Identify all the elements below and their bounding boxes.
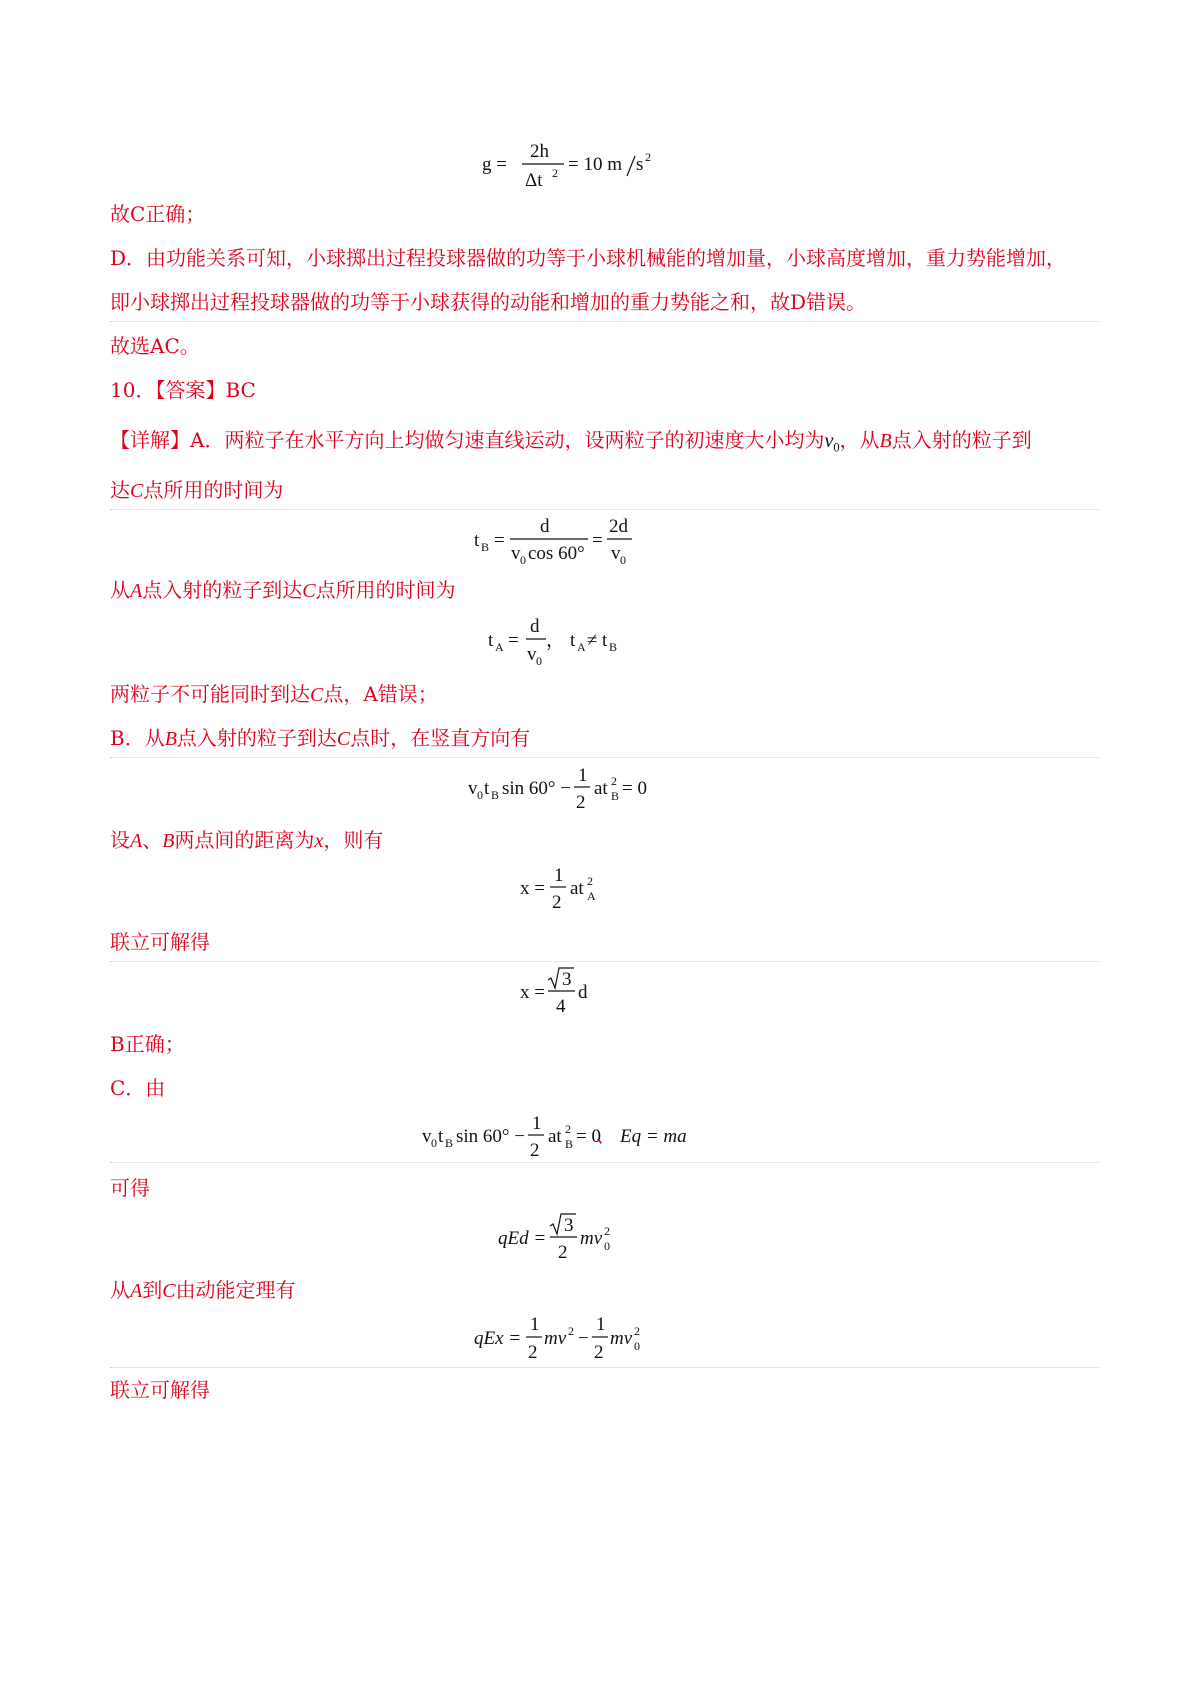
option-b-text: B．从B点入射的粒子到达C点时，在竖直方向有	[110, 726, 531, 750]
formula-text: sin 60° −	[456, 1126, 525, 1147]
formula-text: x =	[520, 878, 545, 899]
formula-text: 2	[568, 1324, 574, 1338]
formula-text: t	[484, 778, 490, 799]
formula-text: 4	[556, 996, 566, 1017]
set-distance-text: 设A、B两点间的距离为x，则有	[110, 828, 384, 852]
formula-text: cos 60°	[528, 543, 585, 564]
question-10-answer: 10．【答案】BC	[110, 378, 256, 402]
formula-gravity	[480, 136, 660, 192]
formula-text: d	[540, 516, 550, 537]
formula-distance	[518, 862, 608, 918]
formula-text: Eq = ma	[620, 1126, 687, 1147]
formula-text: =	[494, 530, 505, 551]
solve-text-2: 联立可解得	[110, 1378, 210, 1402]
detail-a-line-2: 达C点所用的时间为	[110, 478, 284, 502]
formula-text: s	[636, 154, 644, 175]
formula-text: 2h	[530, 141, 549, 162]
formula-text: B	[609, 640, 618, 654]
formula-text: 2	[576, 792, 586, 813]
formula-text: 2d	[609, 516, 628, 537]
formula-vertical-motion	[466, 762, 656, 818]
formula-text: qEd =	[498, 1228, 547, 1249]
formula-text: v	[511, 543, 521, 564]
formula-text: B	[565, 1137, 574, 1151]
formula-text: x =	[520, 982, 545, 1003]
formula-text: 3	[564, 1215, 574, 1236]
formula-text: 2	[552, 892, 562, 913]
formula-text: A	[587, 889, 596, 903]
formula-text: 2	[604, 1224, 610, 1238]
formula-text: v	[468, 778, 478, 799]
formula-text: A	[577, 640, 586, 654]
formula-text: = 10 m	[568, 154, 622, 175]
from-a-text: 从A点入射的粒子到达C点所用的时间为	[110, 578, 456, 602]
detail-a-line-1: 【详解】A．两粒子在水平方向上均做匀速直线运动，设两粒子的初速度大小均为$v_0$，从B点入射的粒子到	[110, 428, 1032, 455]
formula-text: 0	[520, 553, 526, 567]
option-d-line-1: D．由功能关系可知，小球掷出过程投球器做的功等于小球机械能的增加量，小球高度增加，重力势能增加，	[110, 246, 1067, 270]
formula-text: 0	[536, 654, 542, 668]
formula-text: t	[474, 530, 480, 551]
formula-text: 2	[530, 1140, 540, 1161]
formula-text: ，	[546, 630, 566, 651]
formula-text: 2	[634, 1324, 640, 1338]
formula-text: qEx =	[474, 1328, 522, 1349]
formula-text: 0	[431, 1136, 437, 1150]
dotted-separator	[110, 321, 1100, 322]
formula-text: = 0	[576, 1126, 601, 1147]
formula-text: B	[611, 789, 620, 803]
formula-text: sin 60° −	[502, 778, 571, 799]
formula-text: at	[570, 878, 584, 899]
formula-c-system	[420, 1110, 700, 1166]
formula-text: mv	[544, 1328, 567, 1349]
choose-ac-text: 故选AC。	[110, 334, 200, 358]
formula-work	[496, 1208, 626, 1266]
solve-text-1: 联立可解得	[110, 930, 210, 954]
formula-text: A	[495, 640, 504, 654]
formula-text: 1	[578, 765, 588, 786]
formula-text: =	[592, 530, 603, 551]
then-text: 可得	[110, 1176, 150, 1200]
dotted-separator	[110, 757, 1100, 758]
formula-text: 2	[558, 1242, 568, 1263]
formula-distance-result	[518, 962, 598, 1020]
formula-text: 2	[552, 166, 558, 180]
formula-text: t	[570, 630, 576, 651]
formula-text: 1	[596, 1314, 606, 1335]
formula-text: =	[508, 630, 519, 651]
formula-text: 1	[554, 865, 564, 886]
formula-time-b	[470, 514, 640, 570]
formula-text: B	[445, 1136, 454, 1150]
b-correct-text: B正确；	[110, 1032, 185, 1056]
formula-text: mv	[610, 1328, 633, 1349]
option-d-line-2: 即小球掷出过程投球器做的功等于小球获得的动能和增加的重力势能之和，故D错误。	[110, 290, 867, 314]
formula-text: d	[530, 616, 540, 637]
c-correct-text: 故C正确；	[110, 202, 206, 226]
formula-text: v	[611, 543, 621, 564]
formula-text: 2	[645, 150, 651, 164]
formula-text: 3	[562, 969, 572, 990]
formula-text: 2	[565, 1122, 571, 1136]
formula-text: B	[491, 788, 500, 802]
formula-text: −	[578, 1328, 589, 1349]
not-simultaneous-text: 两粒子不可能同时到达C点，A错误；	[110, 682, 438, 706]
formula-text: 2	[611, 774, 617, 788]
formula-text: = 0	[622, 778, 647, 799]
formula-text: v	[527, 644, 537, 665]
formula-text: 2	[594, 1342, 604, 1363]
formula-text: mv	[580, 1228, 603, 1249]
formula-text: 0	[620, 553, 626, 567]
formula-text: Δt	[525, 170, 543, 191]
formula-text: at	[594, 778, 608, 799]
dotted-separator	[110, 509, 1100, 510]
formula-text: g =	[482, 154, 507, 175]
formula-text: 2	[587, 874, 593, 888]
formula-energy	[472, 1310, 652, 1366]
formula-text: t	[488, 630, 494, 651]
formula-text: 、	[596, 1126, 616, 1147]
formula-text: 0	[634, 1339, 640, 1353]
formula-text: t	[438, 1126, 444, 1147]
formula-text: v	[422, 1126, 432, 1147]
formula-text: ≠	[587, 630, 598, 651]
option-c-text: C．由	[110, 1076, 166, 1100]
formula-text: 2	[528, 1342, 538, 1363]
formula-text: t	[602, 630, 608, 651]
dotted-separator	[110, 961, 1100, 962]
formula-text: at	[548, 1126, 562, 1147]
formula-text: d	[578, 982, 588, 1003]
formula-text: B	[481, 540, 490, 554]
dotted-separator	[110, 1162, 1100, 1163]
formula-text: 0	[477, 788, 483, 802]
formula-time-a	[484, 612, 624, 668]
dotted-separator	[110, 1367, 1100, 1368]
formula-text: 1	[532, 1113, 542, 1134]
a-to-c-text: 从A到C由动能定理有	[110, 1278, 296, 1302]
formula-text: 0	[604, 1239, 610, 1253]
formula-text: 1	[530, 1314, 540, 1335]
